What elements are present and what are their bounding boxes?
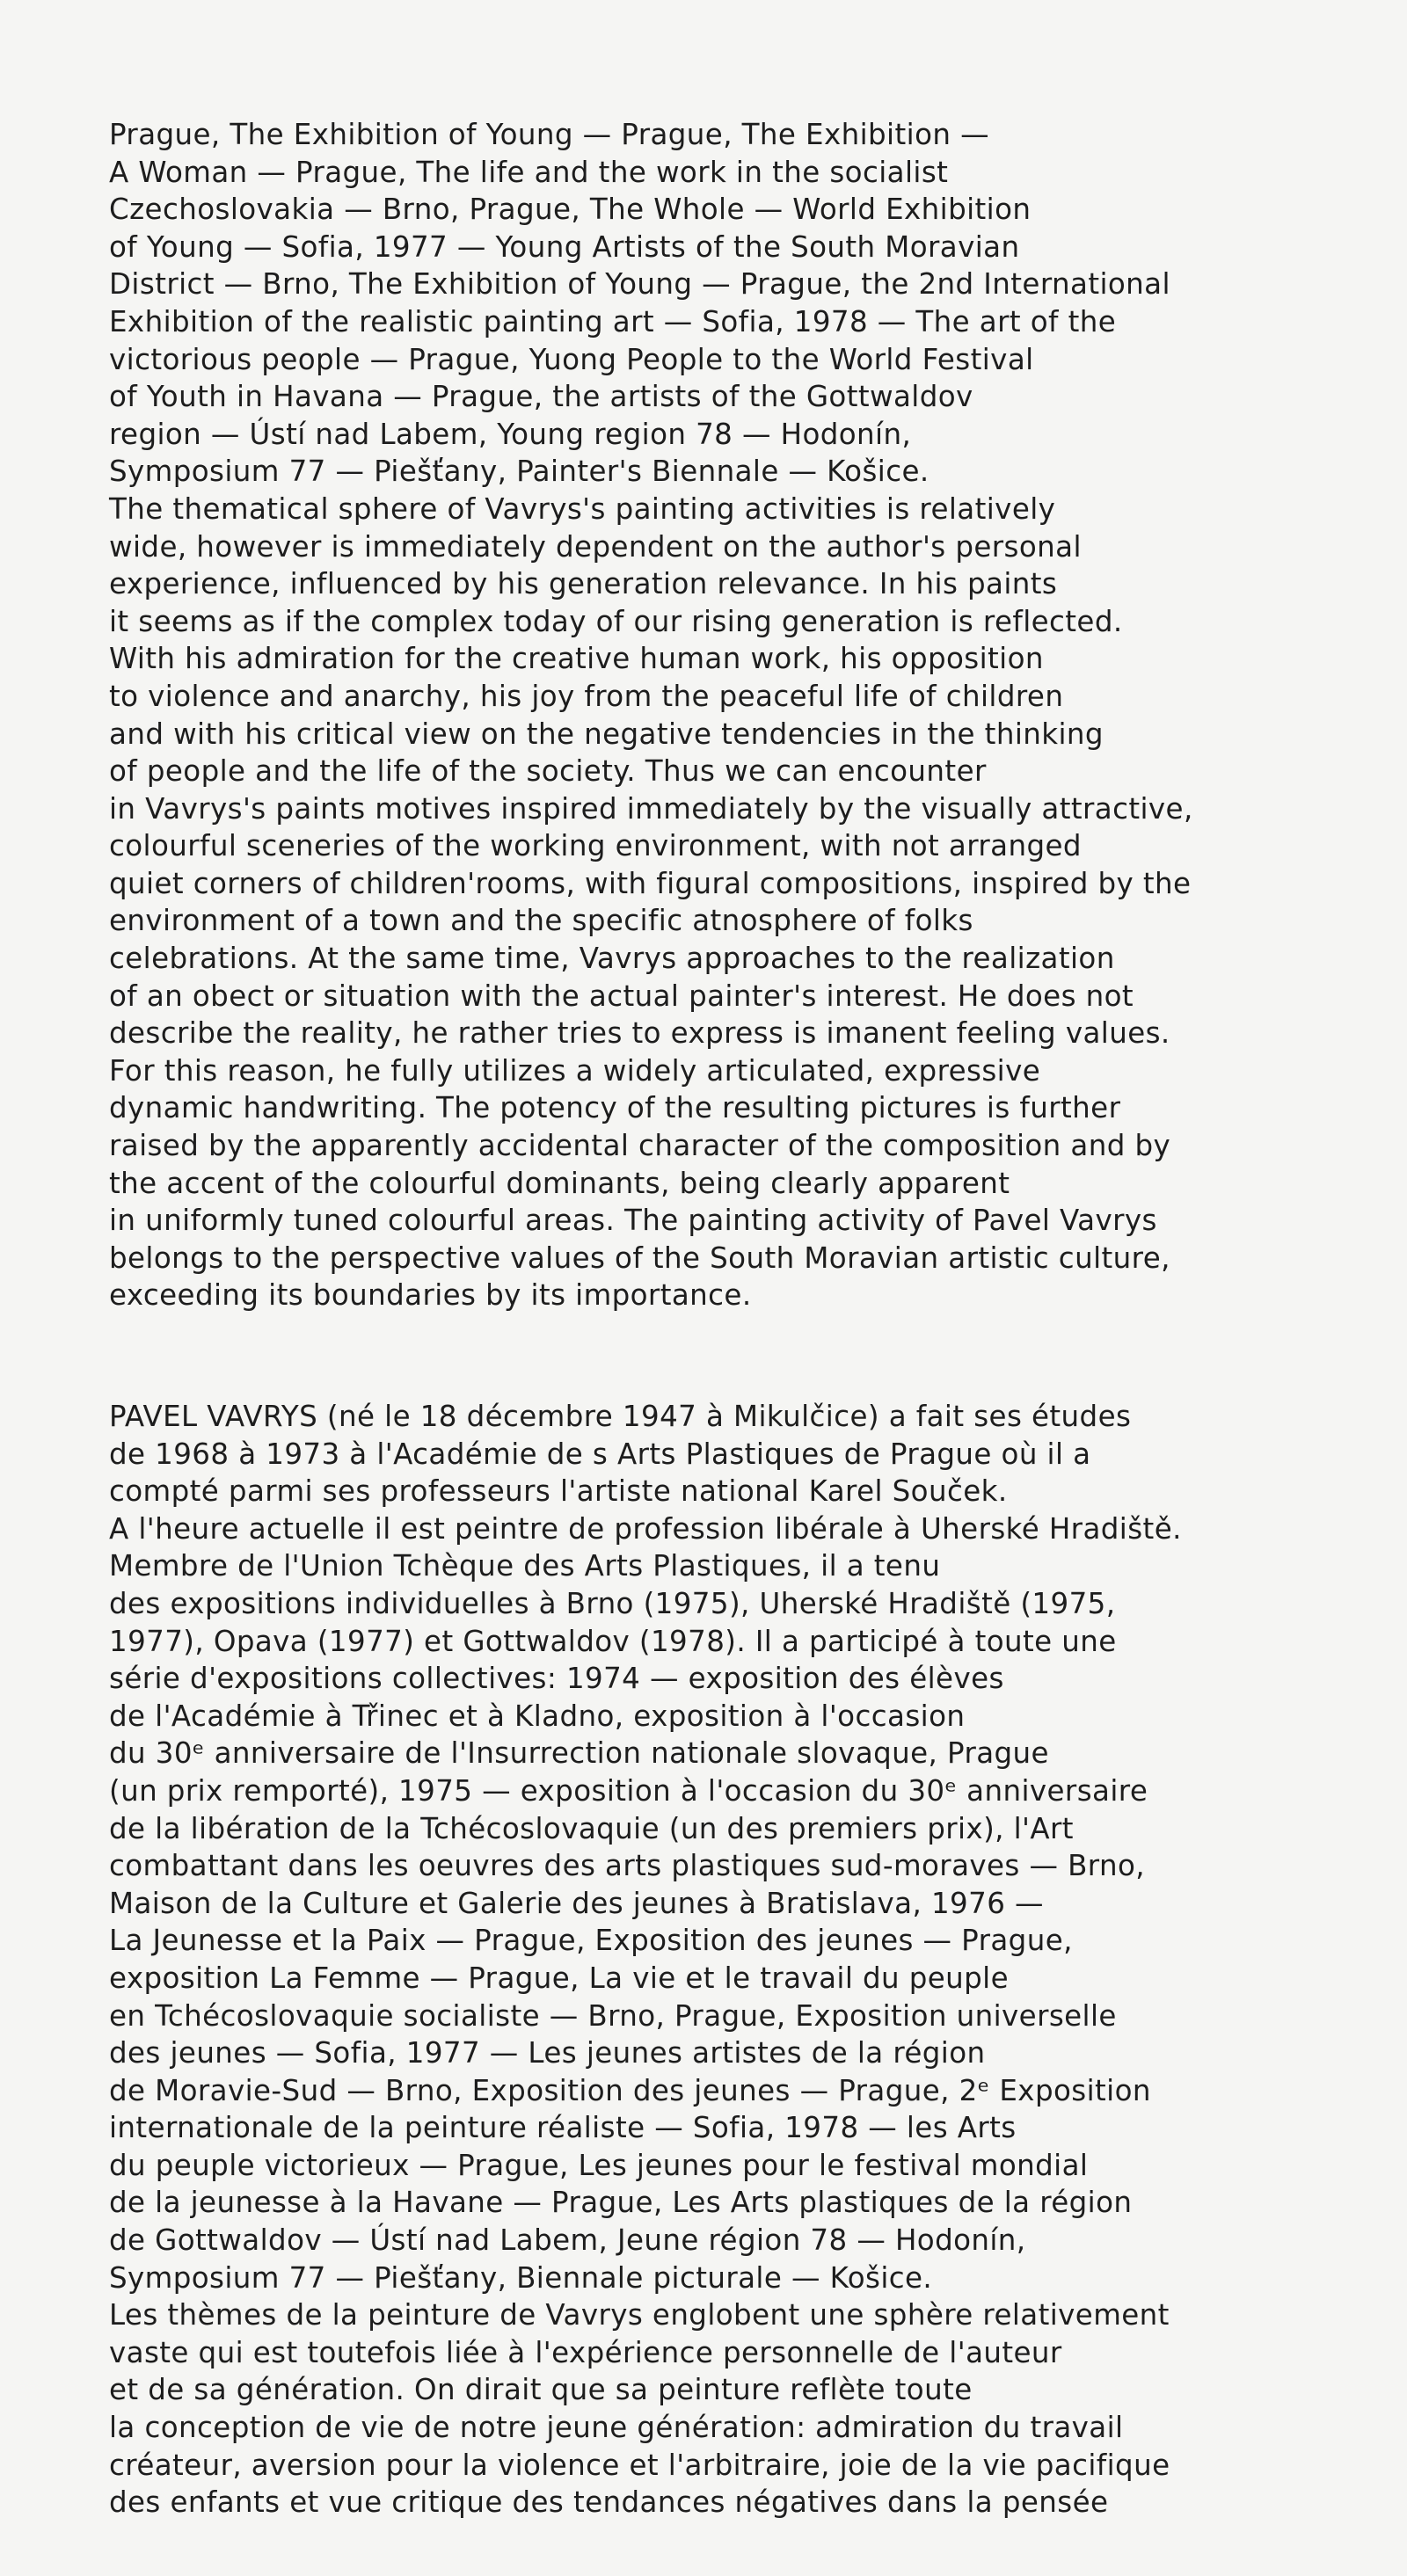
french-text-line: de Gottwaldov — Ústí nad Labem, Jeune région 78 — Hodonín,	[109, 2223, 1026, 2258]
french-text-line: créateur, aversion pour la violence et l'arbitraire, joie de la vie pacifique	[109, 2448, 1170, 2482]
english-text-block	[109, 116, 1358, 1314]
english-text-line: it seems as if the complex today of our rising generation is reflected.	[109, 604, 1123, 638]
english-text-line: District — Brno, The Exhibition of Young — Prague, the 2nd International	[109, 267, 1170, 302]
french-text-line: 1977), Opava (1977) et Gottwaldov (1978). Il a participé à toute une	[109, 1624, 1117, 1658]
english-text-line: Exhibition of the realistic painting art — Sofia, 1978 — The art of the	[109, 304, 1117, 338]
french-text-line: du 30ᵉ anniversaire de l'Insurrection nationale slovaque, Prague	[109, 1736, 1049, 1771]
french-text-line: A l'heure actuelle il est peintre de profession libérale à Uherské Hradiště.	[109, 1511, 1182, 1546]
french-text-line: (un prix remporté), 1975 — exposition à l'occasion du 30ᵉ anniversaire	[109, 1773, 1148, 1808]
french-text-line: Membre de l'Union Tchèque des Arts Plastiques, il a tenu	[109, 1549, 941, 1583]
english-text-line: of Youth in Havana — Prague, the artists of the Gottwaldov	[109, 380, 973, 414]
french-text-line: La Jeunesse et la Paix — Prague, Exposition des jeunes — Prague,	[109, 1924, 1073, 1958]
french-text-line: Maison de la Culture et Galerie des jeunes à Bratislava, 1976 —	[109, 1886, 1044, 1920]
french-text-line: du peuple victorieux — Prague, Les jeunes pour le festival mondial	[109, 2148, 1089, 2182]
english-text-line: region — Ústí nad Labem, Young region 78 — Hodonín,	[109, 417, 912, 451]
english-text-line: colourful sceneries of the working environment, with not arranged	[109, 829, 1082, 863]
french-text-line: la conception de vie de notre jeune génération: admiration du travail	[109, 2411, 1124, 2445]
english-text-line: to violence and anarchy, his joy from the peaceful life of children	[109, 679, 1064, 713]
french-text-line: des enfants et vue critique des tendances négatives dans la pensée	[109, 2485, 1109, 2520]
french-text-line: combattant dans les oeuvres des arts plastiques sud-moraves — Brno,	[109, 1849, 1146, 1883]
french-text-line: internationale de la peinture réaliste — Sofia, 1978 — les Arts	[109, 2111, 1017, 2145]
french-text-line: des jeunes — Sofia, 1977 — Les jeunes artistes de la région	[109, 2036, 986, 2070]
english-text-line: With his admiration for the creative human work, his opposition	[109, 642, 1044, 676]
english-text-line: exceeding its boundaries by its importance.	[109, 1278, 752, 1313]
french-text-line: Symposium 77 — Piešťany, Biennale picturale — Košice.	[109, 2260, 933, 2295]
french-text-line: des expositions individuelles à Brno (1975), Uherské Hradiště (1975,	[109, 1586, 1116, 1620]
english-text-line: dynamic handwriting. The potency of the resulting pictures is further	[109, 1091, 1121, 1125]
english-text-line: of Young — Sofia, 1977 — Young Artists of the South Moravian	[109, 229, 1020, 264]
english-text-line: quiet corners of children'rooms, with figural compositions, inspired by the	[109, 866, 1192, 900]
french-text-line: vaste qui est toutefois liée à l'expérience personnelle de l'auteur	[109, 2335, 1062, 2369]
french-text-line: en Tchécoslovaquie socialiste — Brno, Prague, Exposition universelle	[109, 1998, 1117, 2033]
french-text-line: de la jeunesse à la Havane — Prague, Les Arts plastiques de la région	[109, 2186, 1133, 2220]
english-text-line: wide, however is immediately dependent on the author's personal	[109, 529, 1082, 564]
french-text-block	[109, 1398, 1358, 2521]
english-text-line: celebrations. At the same time, Vavrys approaches to the realization	[109, 942, 1115, 976]
french-text-line: de la libération de la Tchécoslovaquie (un des premiers prix), l'Art	[109, 1811, 1074, 1845]
english-text-line: in Vavrys's paints motives inspired immediately by the visually attractive,	[109, 791, 1193, 826]
english-text-line: environment of a town and the specific atnosphere of folks	[109, 904, 973, 938]
french-text-line: exposition La Femme — Prague, La vie et le travail du peuple	[109, 1961, 1010, 1995]
english-text-line: the accent of the colourful dominants, being clearly apparent	[109, 1166, 1010, 1200]
french-text-line: de Moravie-Sud — Brno, Exposition des jeunes — Prague, 2ᵉ Exposition	[109, 2073, 1151, 2107]
english-text-line: in uniformly tuned colourful areas. The painting activity of Pavel Vavrys	[109, 1204, 1157, 1238]
french-text-line: série d'expositions collectives: 1974 — exposition des élèves	[109, 1662, 1004, 1696]
english-text-line: victorious people — Prague, Yuong People to the World Festival	[109, 342, 1034, 376]
english-text-line: experience, influenced by his generation relevance. In his paints	[109, 567, 1058, 601]
french-text-line: de 1968 à 1973 à l'Académie de s Arts Plastiques de Prague où il a	[109, 1437, 1091, 1471]
english-text-line: Prague, The Exhibition of Young — Prague, The Exhibition —	[109, 118, 989, 151]
french-text-line: et de sa génération. On dirait que sa peinture reflète toute	[109, 2373, 973, 2407]
english-text-line: describe the reality, he rather tries to express is imanent feeling values.	[109, 1016, 1170, 1051]
english-text-line: belongs to the perspective values of the South Moravian artistic culture,	[109, 1241, 1170, 1275]
english-text-line: and with his critical view on the negative tendencies in the thinking	[109, 717, 1104, 751]
english-text-line: The thematical sphere of Vavrys's painting activities is relatively	[109, 491, 1056, 526]
french-text-line: de l'Académie à Třinec et à Kladno, exposition à l'occasion	[109, 1699, 966, 1733]
english-text-line: of an obect or situation with the actual painter's interest. He does not	[109, 979, 1134, 1013]
french-text-line: Les thèmes de la peinture de Vavrys englobent une sphère relativement	[109, 2298, 1170, 2332]
english-text-line: of people and the life of the society. Thus we can encounter	[109, 754, 987, 789]
french-text-line: compté parmi ses professeurs l'artiste national Karel Souček.	[109, 1474, 1008, 1509]
english-text-line: raised by the apparently accidental character of the composition and by	[109, 1129, 1171, 1163]
english-text-line: Czechoslovakia — Brno, Prague, The Whole — World Exhibition	[109, 193, 1032, 227]
english-text-line: A Woman — Prague, The life and the work in the socialist	[109, 155, 949, 189]
english-text-line: For this reason, he fully utilizes a widely articulated, expressive	[109, 1053, 1041, 1088]
french-text-line: PAVEL VAVRYS (né le 18 décembre 1947 à Mikulčice) a fait ses études	[109, 1400, 1132, 1433]
english-text-line: Symposium 77 — Piešťany, Painter's Biennale — Košice.	[109, 455, 929, 489]
